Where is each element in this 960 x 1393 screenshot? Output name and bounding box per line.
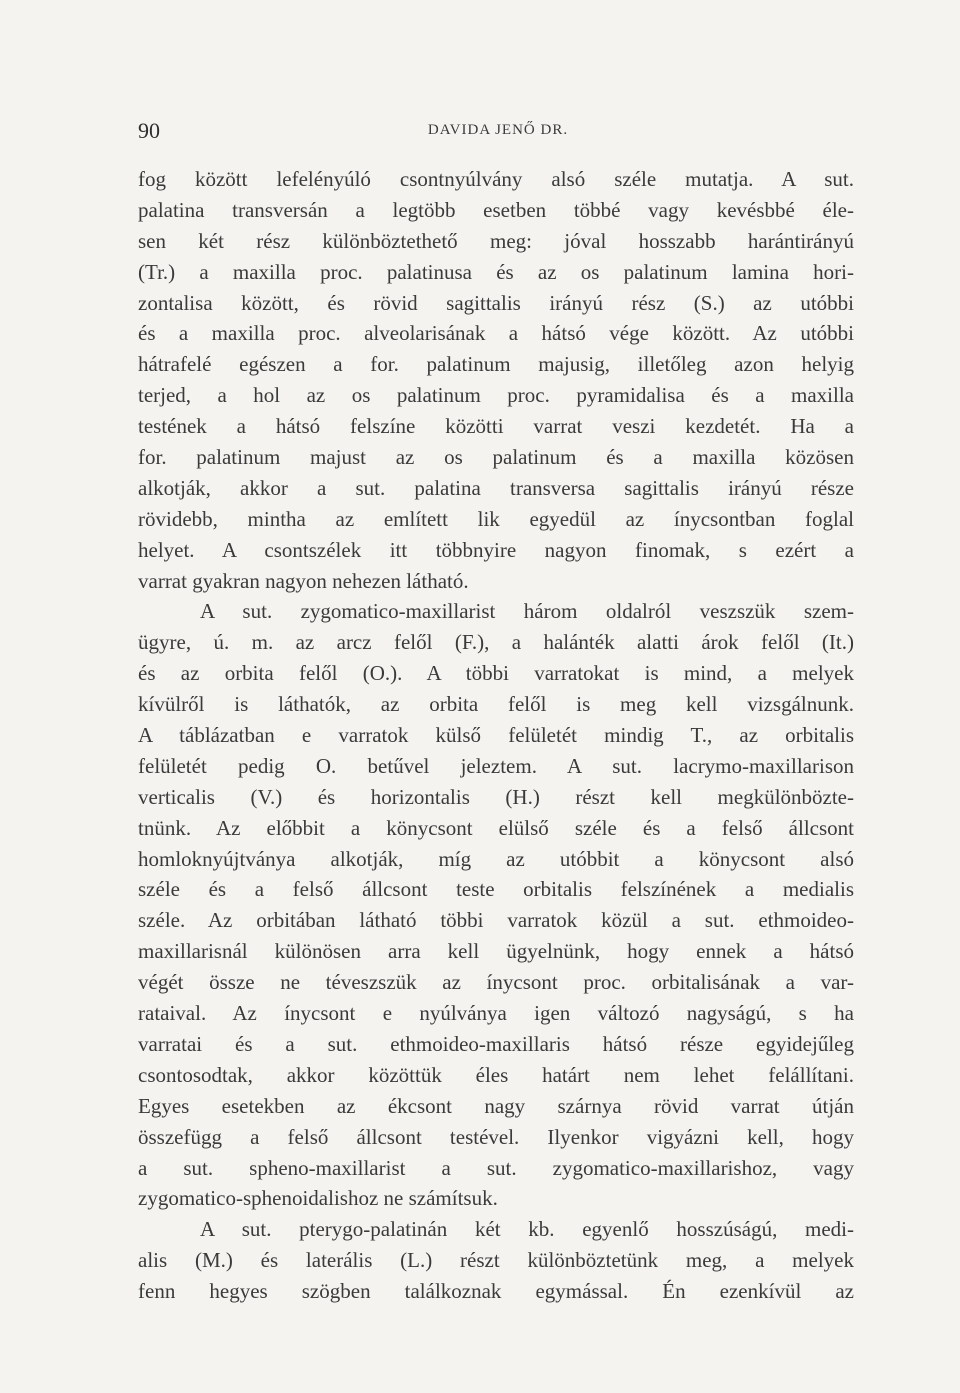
text-line: helyet. A csontszélek itt többnyire nagyon finomak, s ezért a (138, 537, 854, 562)
text-line: a sut. spheno-maxillarist a sut. zygomatico-maxillarishoz, vagy (138, 1155, 854, 1180)
text-line: palatina transversán a legtöbb esetben többé vagy kevésbbé éle- (138, 197, 854, 222)
text-line: sen két rész különböztethető meg: jóval hosszabb harántirányú (138, 228, 854, 253)
text-line: ügyre, ú. m. az arcz felől (F.), a halánték alatti árok felől (It.) (138, 630, 854, 655)
text-line: tnünk. Az előbbit a könycsont elülső széle és a felső állcsont (138, 815, 854, 840)
text-line: fog között lefelényúló csontnyúlvány alsó széle mutatja. A sut. (138, 167, 854, 191)
text-line: felületét pedig O. betűvel jeleztem. A sut. lacrymo-maxillarison (138, 753, 854, 778)
text-line: zygomatico-sphenoidalishoz ne számítsuk. (138, 1186, 498, 1211)
text-line: rataival. Az ínycsont e nyúlványa igen változó nagyságú, s ha (138, 1001, 854, 1026)
text-line: csontosodtak, akkor közöttük éles határt nem lehet felállítani. (138, 1062, 854, 1087)
body-text (138, 164, 854, 1307)
text-line: testének a hátsó felszíne közötti varrat veszi kezdetét. Ha a (138, 414, 854, 439)
text-line: zontalisa között, és rövid sagittalis irányú rész (S.) az utóbbi (138, 290, 854, 315)
page-number: 90 (138, 118, 160, 143)
text-line: és az orbita felől (O.). A többi varratokat is mind, a melyek (138, 661, 854, 686)
text-line: A sut. zygomatico-maxillarist három oldalról veszszük szem- (200, 599, 854, 624)
text-line: A táblázatban e varratok külső felületét mindig T., az orbitalis (138, 723, 854, 748)
text-line: varrat gyakran nagyon nehezen látható. (138, 568, 469, 593)
text-line: Egyes esetekben az ékcsont nagy szárnya rövid varrat útján (138, 1093, 854, 1118)
text-line: széle és a felső állcsont teste orbitalis felszínének a medialis (138, 877, 854, 902)
text-line: hátrafelé egészen a for. palatinum majusig, illetőleg azon helyig (138, 352, 854, 377)
text-line: verticalis (V.) és horizontalis (H.) részt kell megkülönbözte- (138, 784, 854, 809)
text-line: fenn hegyes szögben találkoznak egymással. Én ezenkívül az (138, 1279, 854, 1304)
text-line: alis (M.) és laterális (L.) részt különböztetünk meg, a melyek (138, 1248, 854, 1273)
text-line: homloknyújtványa alkotják, míg az utóbbit a könycsont alsó (138, 846, 854, 871)
text-line: és a maxilla proc. alveolarisának a hátsó vége között. Az utóbbi (138, 321, 854, 346)
text-line: terjed, a hol az os palatinum proc. pyramidalisa és a maxilla (138, 383, 854, 408)
text-line: összefügg a felső állcsont testével. Ilyenkor vigyázni kell, hogy (138, 1124, 854, 1149)
text-line: rövidebb, mintha az említett lik egyedül az ínycsontban foglal (138, 506, 854, 531)
text-line: (Tr.) a maxilla proc. palatinusa és az os palatinum lamina hori- (138, 259, 854, 284)
text-line: alkotják, akkor a sut. palatina transversa sagittalis irányú része (138, 475, 854, 500)
text-line: for. palatinum majust az os palatinum és a maxilla közösen (138, 445, 854, 470)
text-line: kívülről is láthatók, az orbita felől is meg kell vizsgálnunk. (138, 692, 854, 717)
text-line: varratai és a sut. ethmoideo-maxillaris hátsó része egyidejűleg (138, 1031, 854, 1056)
text-line: A sut. pterygo-palatinán két kb. egyenlő hosszúságú, medi- (200, 1217, 854, 1242)
text-line: végét össze ne téveszszük az ínycsont proc. orbitalisának a var- (138, 970, 854, 995)
text-line: széle. Az orbitában látható többi varratok közül a sut. ethmoideo- (138, 908, 854, 933)
page-header (138, 118, 858, 148)
text-line: maxillarisnál különösen arra kell ügyelnünk, hogy ennek a hátsó (138, 939, 854, 964)
running-head: DAVIDA JENŐ DR. (427, 122, 569, 138)
